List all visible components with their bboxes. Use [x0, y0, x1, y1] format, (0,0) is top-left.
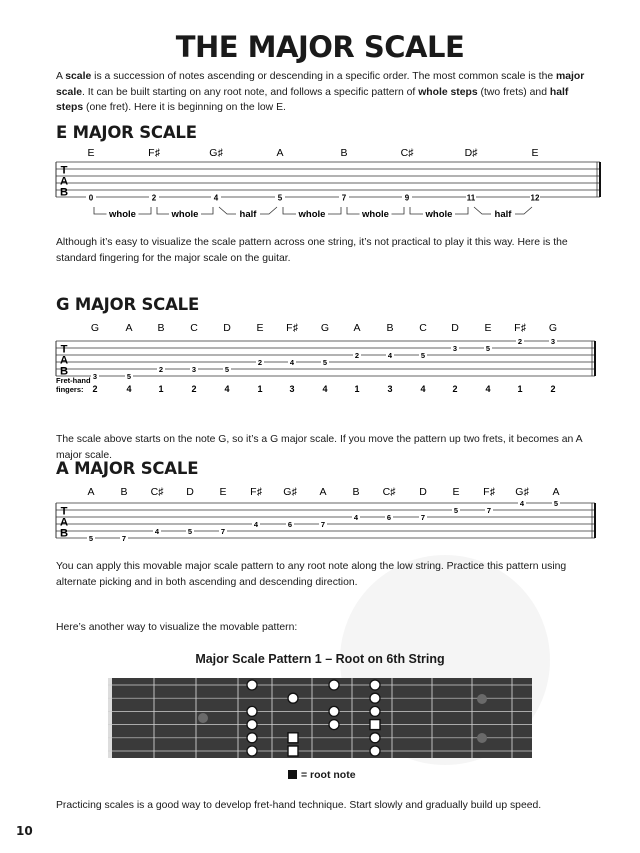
position-inlay: [477, 694, 487, 704]
note-name: G: [90, 322, 100, 334]
fret-number: 5: [453, 506, 459, 515]
scale-note-marker: [370, 733, 380, 743]
note-name: D: [223, 322, 231, 334]
finger-number: 1: [517, 384, 523, 394]
position-inlay: [198, 713, 208, 723]
fret-number: 7: [486, 506, 492, 515]
e-tab-tab-letter: B: [59, 186, 69, 199]
a-major-tab: [0, 482, 640, 546]
scale-note-marker: [370, 680, 380, 690]
note-name: F♯: [514, 322, 526, 334]
finger-number: 2: [92, 384, 98, 394]
note-name: C♯: [400, 147, 414, 159]
step-bracket: [347, 207, 360, 214]
note-name: E: [256, 322, 264, 334]
page-number: 10: [16, 824, 33, 838]
step-bracket: [260, 207, 277, 214]
fingers-label: fingers:: [56, 385, 84, 394]
note-name: F♯: [483, 486, 495, 498]
g-major-tab: [0, 318, 640, 400]
scale-note-marker: [370, 746, 380, 756]
fret-number: 11: [466, 193, 476, 203]
fret-number: 4: [154, 527, 160, 536]
scale-note-marker: [247, 746, 257, 756]
note-name: C: [190, 322, 198, 334]
fingers-label: Fret-hand: [56, 376, 91, 385]
fretboard-diagram: [0, 672, 640, 766]
fret-number: 2: [354, 351, 360, 360]
fret-number: 2: [517, 337, 523, 346]
root-square-icon: [288, 770, 297, 779]
scale-note-marker: [370, 693, 380, 703]
step-bracket: [139, 207, 152, 214]
note-name: B: [157, 322, 165, 334]
fret-number: 3: [191, 365, 197, 374]
a-major-intro-paragraph: The scale above starts on the note G, so it’s a G major scale. If you move the pattern up two frets, it becomes an A major scale.: [56, 434, 582, 461]
note-name: E: [452, 486, 460, 498]
fret-number: 12: [530, 193, 540, 203]
fret-number: 4: [353, 513, 359, 522]
fret-number: 7: [121, 534, 127, 543]
fret-number: 5: [224, 365, 230, 374]
note-name: C♯: [150, 486, 164, 498]
intro-segment: A: [56, 71, 66, 82]
position-inlay: [477, 733, 487, 743]
fretboard-title: Major Scale Pattern 1 – Root on 6th String: [195, 652, 445, 666]
step-label: whole: [109, 209, 136, 220]
fretboard-body: [108, 678, 532, 758]
note-name: D: [451, 322, 459, 334]
intro-segment: major scale: [56, 71, 585, 98]
fret-number: 4: [387, 351, 393, 360]
a-tab-tab-letter: B: [59, 527, 69, 540]
note-name: D: [419, 486, 427, 498]
fret-number: 7: [420, 513, 426, 522]
fret-number: 5: [126, 372, 132, 381]
note-name: G♯: [515, 486, 529, 498]
step-bracket: [515, 207, 532, 214]
a-tab-tab-letter: A: [59, 516, 69, 529]
note-name: B: [120, 486, 128, 498]
step-bracket: [94, 207, 107, 214]
root-note-marker: [288, 733, 298, 743]
intro-segment: scale: [65, 71, 92, 82]
g-tab-tab-letter: T: [60, 343, 68, 356]
scale-note-marker: [247, 680, 257, 690]
finger-number: 4: [224, 384, 230, 394]
a-major-heading: A MAJOR SCALE: [56, 459, 199, 478]
step-bracket: [455, 207, 468, 214]
note-name: C: [419, 322, 427, 334]
scale-note-marker: [247, 733, 257, 743]
finger-number: 1: [354, 384, 360, 394]
finger-number: 4: [420, 384, 426, 394]
finger-number: 3: [289, 384, 295, 394]
finger-number: 2: [452, 384, 458, 394]
fret-number: 6: [287, 520, 293, 529]
fret-number: 2: [158, 365, 164, 374]
step-label: half: [239, 209, 257, 220]
step-bracket: [201, 207, 213, 214]
intro-segment: (two frets) and: [477, 86, 550, 98]
note-name: A: [87, 486, 95, 498]
e-tab-tab-letter: T: [60, 164, 68, 177]
note-name: E: [87, 147, 95, 159]
step-label: half: [494, 209, 512, 220]
finger-number: 2: [550, 384, 556, 394]
step-bracket: [219, 207, 236, 214]
page-title: THE MAJOR SCALE: [175, 30, 465, 64]
e-major-heading: E MAJOR SCALE: [56, 123, 197, 142]
finger-number: 1: [257, 384, 263, 394]
fingering-paragraph: Although it’s easy to visualize the scale pattern across one string, it’s not practical to play it this way. Here is the standard fingering for the major scale on the guitar.: [56, 237, 568, 264]
root-note-marker: [370, 720, 380, 730]
note-name: A: [319, 486, 327, 498]
fret-number: 0: [88, 193, 94, 203]
finger-number: 4: [126, 384, 132, 394]
scale-note-marker: [370, 706, 380, 716]
note-name: G: [548, 322, 558, 334]
note-name: G♯: [283, 486, 297, 498]
fret-number: 5: [420, 351, 426, 360]
finger-number: 4: [485, 384, 491, 394]
fret-number: 6: [386, 513, 392, 522]
note-name: D♯: [464, 147, 478, 159]
note-name: B: [386, 322, 394, 334]
note-name: E: [484, 322, 492, 334]
root-note-marker: [288, 746, 298, 756]
fret-number: 5: [322, 358, 328, 367]
note-name: A: [353, 322, 361, 334]
step-bracket: [157, 207, 169, 214]
note-name: F♯: [250, 486, 262, 498]
g-tab-tab-letter: B: [59, 365, 69, 378]
scale-note-marker: [247, 706, 257, 716]
step-bracket: [392, 207, 405, 214]
fret-number: 2: [257, 358, 263, 367]
step-label: whole: [171, 209, 199, 220]
fret-number: 4: [289, 358, 295, 367]
fret-number: 7: [341, 193, 347, 203]
scale-note-marker: [329, 706, 339, 716]
finger-number: 4: [322, 384, 328, 394]
fret-number: 5: [277, 193, 283, 203]
fret-number: 9: [404, 193, 410, 203]
note-name: E: [219, 486, 227, 498]
practice-paragraph: Practicing scales is a good way to develop fret-hand technique. Start slowly and gradually build up speed.: [56, 800, 542, 811]
intro-segment: (one fret). Here it is beginning on the low E.: [83, 102, 286, 113]
e-major-tab: [0, 140, 640, 230]
step-bracket: [410, 207, 423, 214]
note-name: A: [125, 322, 133, 334]
intro-segment: . It can be built starting on any root note, and follows a specific pattern of: [82, 86, 419, 98]
intro-segment: half steps: [56, 86, 569, 113]
fret-number: 2: [151, 193, 157, 203]
a-tab-tab-letter: T: [60, 505, 68, 518]
finger-number: 3: [387, 384, 393, 394]
g-tab-tab-letter: A: [59, 354, 69, 367]
scale-note-marker: [329, 720, 339, 730]
step-bracket: [283, 207, 296, 214]
step-label: whole: [362, 209, 389, 220]
fret-number: 5: [187, 527, 193, 536]
fret-number: 4: [213, 193, 219, 203]
step-label: whole: [298, 209, 326, 220]
e-tab-tab-letter: A: [59, 175, 69, 188]
step-bracket: [474, 207, 491, 214]
fret-number: 3: [92, 372, 98, 381]
note-name: A: [552, 486, 560, 498]
note-name: C♯: [382, 486, 396, 498]
finger-number: 2: [191, 384, 197, 394]
note-name: B: [340, 147, 348, 159]
fretboard-nut: [108, 678, 112, 758]
legend-label: = root note: [301, 769, 356, 781]
fret-number: 5: [88, 534, 94, 543]
fret-number: 5: [485, 344, 491, 353]
note-name: G♯: [209, 147, 223, 159]
scale-note-marker: [329, 680, 339, 690]
note-name: E: [531, 147, 539, 159]
fret-number: 3: [550, 337, 556, 346]
fret-number: 7: [220, 527, 226, 536]
fret-number: 7: [320, 520, 326, 529]
note-name: F♯: [148, 147, 160, 159]
step-label: whole: [425, 209, 453, 220]
intro-segment: whole steps: [418, 86, 478, 98]
visualize-paragraph: Here’s another way to visualize the movable pattern:: [56, 622, 298, 633]
note-name: G: [320, 322, 330, 334]
step-bracket: [328, 207, 341, 214]
root-note-legend: [288, 769, 356, 781]
finger-number: 1: [158, 384, 164, 394]
scale-note-marker: [247, 720, 257, 730]
intro-paragraph: [56, 69, 596, 116]
note-name: B: [352, 486, 360, 498]
note-name: A: [276, 147, 284, 159]
fret-number: 4: [253, 520, 259, 529]
fret-number: 5: [553, 499, 559, 508]
intro-segment: is a succession of notes ascending or descending in a specific order. The most common scale is the: [91, 71, 557, 82]
g-major-heading: G MAJOR SCALE: [56, 295, 200, 314]
fret-number: 3: [452, 344, 458, 353]
note-name: D: [186, 486, 194, 498]
fret-number: 4: [519, 499, 525, 508]
movable-pattern-paragraph: You can apply this movable major scale pattern to any root note along the low string. Practice this pattern using alternate picking and in both ascending and descending direction.: [56, 561, 567, 588]
note-name: F♯: [286, 322, 298, 334]
scale-note-marker: [288, 693, 298, 703]
